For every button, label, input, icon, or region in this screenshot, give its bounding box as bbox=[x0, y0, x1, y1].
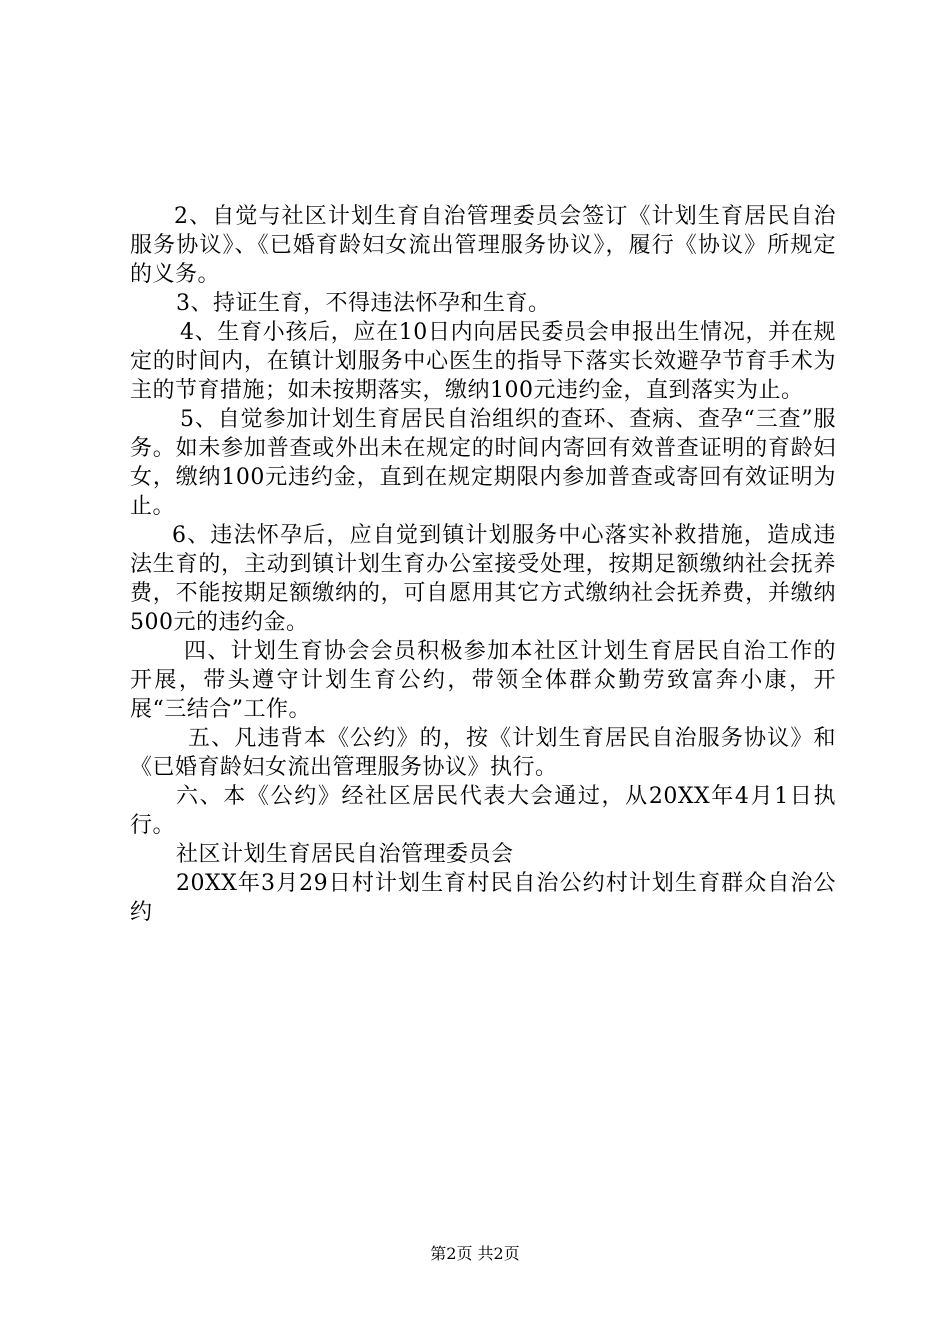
paragraph: 6、违法怀孕后，应自觉到镇计划服务中心落实补救措施，造成违法生育的，主动到镇计划生育办公室接受处理，按期足额缴纳社会抚养费，不能按期足额缴纳的，可自愿用其它方式缴纳社会抚养费，并缴纳500元的违约金。 bbox=[130, 523, 836, 635]
paragraph: 六、本《公约》经社区居民代表大会通过，从20XX年4月1日执行。 bbox=[130, 784, 836, 838]
paragraph: 五、凡违背本《公约》的，按《计划生育居民自治服务协议》和《已婚育龄妇女流出管理服务协议》执行。 bbox=[130, 726, 836, 780]
page-number-footer: 第2页 共2页 bbox=[430, 1244, 520, 1263]
paragraph: 4、生育小孩后，应在10日内向居民委员会申报出生情况，并在规定的时间内，在镇计划服务中心医生的指导下落实长效避孕节育手术为主的节育措施；如未按期落实，缴纳100元违约金，直到落实为止。 bbox=[130, 320, 836, 403]
document-body bbox=[130, 202, 836, 927]
paragraph: 20XX年3月29日村计划生育村民自治公约村计划生育群众自治公约 bbox=[130, 871, 836, 925]
paragraph: 2、自觉与社区计划生育自治管理委员会签订《计划生育居民自治服务协议》、《已婚育龄妇女流出管理服务协议》，履行《协议》所规定的义务。 bbox=[130, 204, 836, 287]
paragraph: 四、计划生育协会会员积极参加本社区计划生育居民自治工作的开展，带头遵守计划生育公约，带领全体群众勤劳致富奔小康，开展“三结合”工作。 bbox=[130, 639, 836, 722]
paragraph: 3、持证生育，不得违法怀孕和生育。 bbox=[176, 291, 551, 316]
paragraph: 5、自觉参加计划生育居民自治组织的查环、查病、查孕“三查”服务。如未参加普查或外出未在规定的时间内寄回有效普查证明的育龄妇女，缴纳100元违约金，直到在规定期限内参加普查或寄回有效证明为止。 bbox=[130, 407, 836, 519]
paragraph: 社区计划生育居民自治管理委员会 bbox=[176, 842, 514, 867]
